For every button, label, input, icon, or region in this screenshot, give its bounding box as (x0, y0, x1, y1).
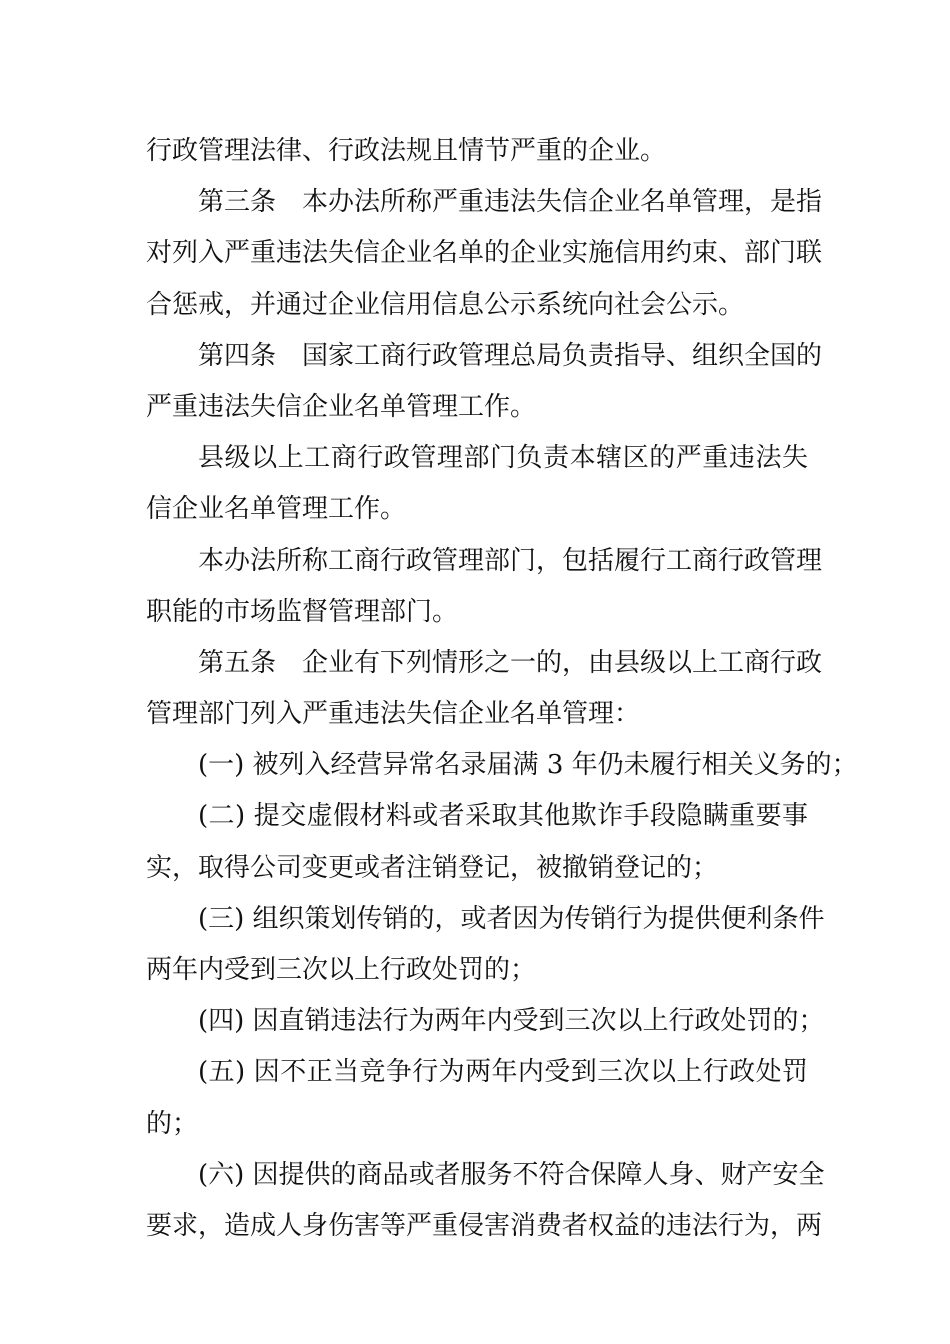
text-line: 信企业名单管理工作。 (146, 494, 407, 525)
text-line: 要求，造成人身伤害等严重侵害消费者权益的违法行为，两 (146, 1210, 823, 1241)
document-body (146, 126, 858, 1252)
text-line: 管理部门列入严重违法失信企业名单管理： (146, 699, 641, 730)
article-5-heading-line: 第五条 企业有下列情形之一的，由县级以上工商行政 (198, 647, 823, 678)
article-3-heading-line: 第三条 本办法所称严重违法失信企业名单管理，是指 (198, 187, 823, 218)
text-line: 对列入严重违法失信企业名单的企业实施信用约束、部门联 (146, 238, 823, 269)
text-line: 职能的市场监督管理部门。 (146, 596, 459, 627)
text-line: 县级以上工商行政管理部门负责本辖区的严重违法失 (198, 443, 808, 474)
text-line: 行政管理法律、行政法规且情节严重的企业。 (146, 136, 667, 166)
list-item-4: (四) 因直销违法行为两年内受到三次以上行政处罚的； (198, 1006, 825, 1037)
text-line: 两年内受到三次以上行政处罚的； (146, 955, 537, 985)
article-4-heading-line: 第四条 国家工商行政管理总局负责指导、组织全国的 (198, 340, 823, 371)
text-line: 的； (146, 1108, 199, 1139)
text-line: 严重违法失信企业名单管理工作。 (146, 391, 537, 422)
list-item-6: (六) 因提供的商品或者服务不符合保障人身、财产安全 (198, 1159, 825, 1190)
text-line: 实，取得公司变更或者注销登记，被撤销登记的； (146, 852, 719, 883)
list-item-5: (五) 因不正当竞争行为两年内受到三次以上行政处罚 (198, 1057, 808, 1088)
list-item-3: (三) 组织策划传销的，或者因为传销行为提供便利条件 (198, 903, 825, 934)
text-line: 合惩戒，并通过企业信用信息公示系统向社会公示。 (146, 289, 745, 320)
list-item-2: (二) 提交虚假材料或者采取其他欺诈手段隐瞒重要事 (198, 801, 808, 832)
text-line: 本办法所称工商行政管理部门，包括履行工商行政管理 (198, 545, 823, 576)
list-item-1: (一) 被列入经营异常名录届满 3 年仍未履行相关义务的； (198, 750, 858, 781)
